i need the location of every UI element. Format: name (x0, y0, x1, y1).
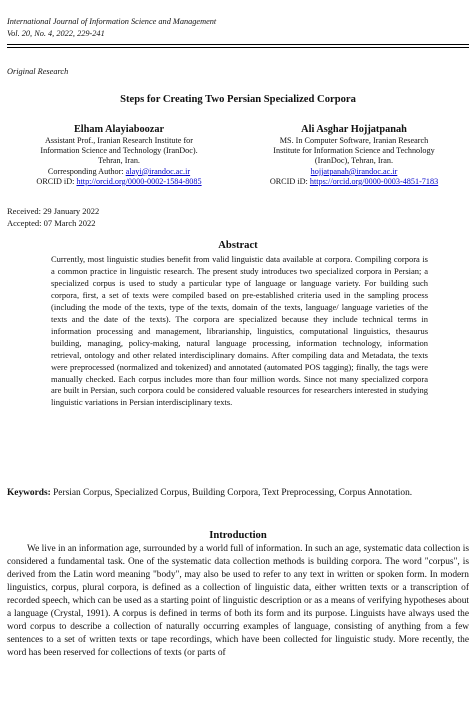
section-type: Original Research (7, 67, 69, 76)
article-dates (7, 206, 99, 229)
author-email-link[interactable]: hojjatpanah@irandoc.ac.ir (310, 166, 398, 176)
paper-title: Steps for Creating Two Persian Specialized Corpora (120, 94, 356, 105)
author-email-line (4, 167, 234, 177)
top-rule (7, 44, 469, 45)
keywords (7, 487, 469, 500)
author-location: (IranDoc), Tehran, Iran. (314, 156, 394, 166)
accepted-date: Accepted: 07 March 2022 (7, 217, 96, 228)
keywords-label: Keywords: (7, 488, 51, 498)
author-location: Tehran, Iran. (98, 156, 140, 166)
author-orcid-line (239, 177, 469, 187)
orcid-label: ORCID iD: (269, 176, 308, 186)
author-org: Institute for Information Science and Technology (273, 146, 435, 156)
author-orcid-link[interactable]: http://orcid.org/0000-0002-1584-8085 (76, 176, 202, 186)
top-rule-second (7, 47, 469, 48)
keywords-text: Persian Corpus, Specialized Corpus, Building Corpora, Text Preprocessing, Corpus Annotation. (53, 488, 413, 498)
author-name: Ali Asghar Hojjatpanah (301, 124, 407, 135)
journal-volume: Vol. 20, No. 4, 2022, 229-241 (7, 29, 105, 38)
introduction-heading: Introduction (209, 530, 267, 541)
author-name: Elham Alayiaboozar (73, 124, 165, 135)
author-email-line (239, 167, 469, 177)
introduction-text: We live in an information age, surrounded by a world full of information. In such an age, systematic data collection is considered a fundamental task. One of the systematic data collection methods is building corpora. The word "corpus", is derived from the Latin word meaning "body", may also be used to refer to any text in written or spoken form. In modern linguistics, corpus, plural corpora, is defined as a collection of linguistic data, either written texts or a transcription of recorded speech, which can be used as a starting point of linguistic description or as a means of verifying hypotheses about a language (Crystal, 1991). A corpus is defined in terms of both its form and its purpose. Linguists have always used the word corpus to describe a collection of naturally occurring examples of language, consisting of anything from a few sentences to a set of written texts or tape recordings, which have been collected for linguistic study. More recently, the word has been reserved for collections of texts (or parts of (7, 544, 469, 659)
author-role: Assistant Prof., Iranian Research Institute for (44, 136, 194, 145)
journal-name: International Journal of Information Science and Management (7, 17, 217, 26)
author-orcid-line (4, 177, 234, 187)
author-block-2 (239, 123, 469, 187)
abstract-text: Currently, most linguistic studies benefit from valid linguistic data available at corpora. Compiling corpora is a common practice in linguistic research. The present study introduces two specialized corpora in Persian; a specialized corpus is used to study a particular type of language or language variety. For building such corpora, first, a set of texts were compiled based on pre-established criteria used in the sampling process (including the mode of the texts, type of the texts, domain of the texts, language/ language varieties of the texts and the date of the texts). The corpora are specialized because they include technical terms in information processing and management, librarianship, linguistics, computational linguistics, thesaurus building, managing, policy-making, natural language processing, information technology, information retrieval, ontology and other related interdisciplinary domains. After compiling data and Metadata, the texts were preprocessed (normalized and tokenized) and annotated (automated POS tagging); finally, the tags were manually checked. Each corpus includes more than four million words. Since not many specialized corpora are built in Persian, such corpora could be considered valuable resources for researchers interested in studying linguistic variations in Persian interdisciplinary texts. (51, 254, 428, 408)
author-role: MS. In Computer Software, Iranian Research (279, 136, 429, 145)
author-org: Information Science and Technology (IranDoc). (40, 146, 198, 156)
email-label: Corresponding Author: (47, 166, 124, 176)
author-orcid-link[interactable]: https://orcid.org/0000-0003-4851-7183 (309, 176, 439, 186)
journal-header (7, 16, 216, 40)
received-date: Received: 29 January 2022 (7, 206, 100, 216)
author-block-1 (4, 123, 234, 187)
abstract-heading: Abstract (218, 240, 258, 251)
orcid-label: ORCID iD: (36, 176, 75, 186)
author-email-link[interactable]: alayi@irandoc.ac.ir (125, 166, 191, 176)
